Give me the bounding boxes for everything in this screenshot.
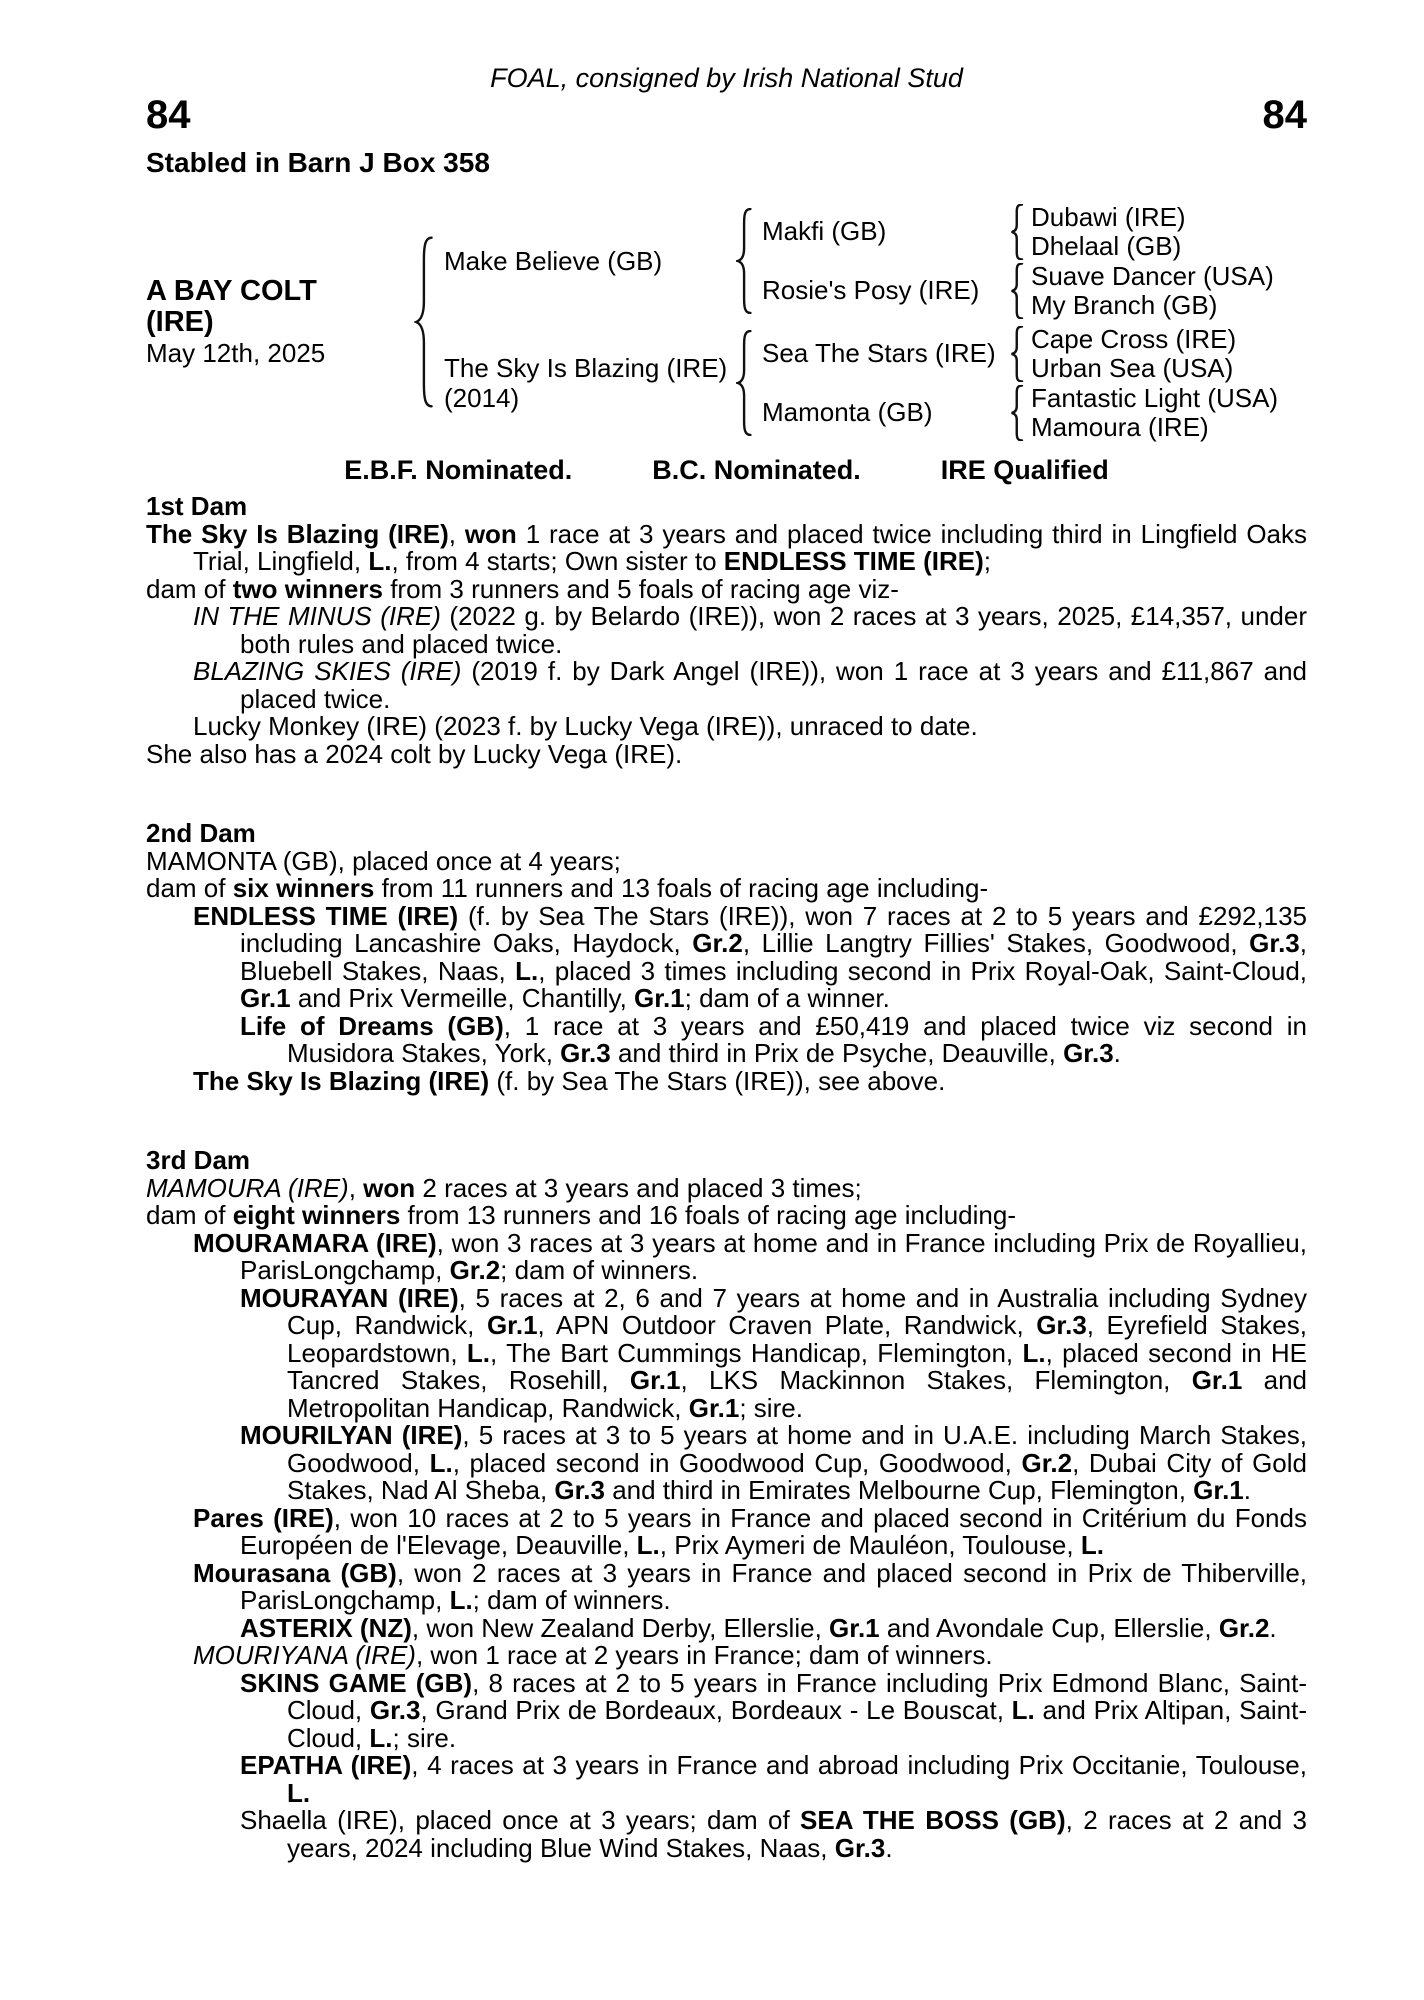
pedigree-paragraph [146, 1752, 1307, 1807]
text-run: IN THE MINUS (IRE) [193, 601, 441, 631]
text-run: , won 3 races at 3 years at home and in France including Prix de Royallieu, ParisLongchamp, [240, 1227, 1307, 1285]
text-run: , Eyrefield Stakes, Leopardstown, [287, 1310, 1307, 1368]
text-run: MOURAMARA (IRE) [193, 1227, 437, 1258]
text-run: . [885, 1832, 893, 1863]
pedigree-paragraph [146, 900, 1308, 1013]
text-run: and Avondale Cup, Ellerslie, [879, 1612, 1219, 1643]
text-run: Gr.1 [240, 983, 291, 1013]
text-run: SKINS GAME (GB) [240, 1667, 473, 1698]
text-run: two winners [232, 573, 383, 604]
foal-date: May 12th, 2025 [146, 338, 326, 368]
pedigree-paragraph [146, 1202, 1307, 1230]
text-run: eight winners [232, 1200, 401, 1230]
ancestor-name: My Branch (GB) [1031, 289, 1218, 320]
text-run: , won 2 races at 3 years in France and placed second in Prix de Thiberville, ParisLongchamp, [240, 1557, 1307, 1615]
dam-sections [146, 493, 1307, 1862]
stabled-location: Stabled in Barn J Box 358 [146, 147, 490, 178]
text-run: 2 races at 3 years and placed 3 times; [415, 1172, 862, 1203]
text-run: , The Bart Cummings Handicap, Flemington, [490, 1337, 1023, 1368]
text-run: L. [1080, 1530, 1104, 1560]
grandsire-branch [754, 324, 1278, 383]
text-run: L. [515, 955, 539, 986]
text-run: , 8 races at 2 to 5 years in France including Prix Edmond Blanc, Saint-Cloud, [287, 1667, 1307, 1725]
lot-number-row [146, 94, 1307, 136]
text-run: L. [636, 1530, 660, 1560]
granddam-branch [754, 261, 1274, 320]
pedigree-paragraph [146, 1612, 1307, 1643]
text-run: EPATHA (IRE) [240, 1750, 412, 1780]
pedigree-paragraph [146, 1557, 1307, 1615]
text-run: Gr.1 [634, 983, 685, 1013]
text-run: . [1113, 1038, 1121, 1068]
dam-name-line: The Sky Is Blazing (IRE) [444, 353, 728, 383]
ire-qualified: IRE Qualified [940, 455, 1109, 485]
text-run: Gr.3 [834, 1832, 886, 1863]
text-run: ; dam of winners. [500, 1255, 699, 1285]
text-run: , won 10 races at 2 to 5 years in France and placed second in Critérium du Fonds Européen de l'Elevage, Deauville, [240, 1502, 1307, 1560]
text-run: from 3 runners and 5 foals of racing age viz- [382, 573, 899, 604]
text-run: . [1269, 1612, 1277, 1643]
text-run: The Sky Is Blazing (IRE) [146, 518, 449, 549]
brace-icon [1010, 263, 1025, 319]
text-run: Gr.3 [1036, 1310, 1087, 1340]
text-run: , placed second in Goodwood Cup, Goodwood, [452, 1447, 1022, 1478]
text-run: Gr.1 [688, 1392, 740, 1423]
text-run: and Metropolitan Handicap, Randwick, [287, 1365, 1307, 1423]
text-run: ASTERIX (NZ) [240, 1612, 412, 1643]
text-run: , Bluebell Stakes, Naas, [240, 928, 1307, 986]
text-run: , 1 race at 3 years and £50,419 and placed twice viz second in Musidora Stakes, York, [287, 1010, 1307, 1068]
pedigree-paragraph [146, 875, 1307, 903]
text-run: She also has a 2024 colt by Lucky Vega (IRE). [146, 738, 683, 769]
text-run: dam of [146, 1200, 233, 1230]
text-run: The Sky Is Blazing (IRE) [193, 1065, 490, 1096]
text-run: 1 race at 3 years and placed twice including third in Lingfield Oaks Trial, Lingfield, [193, 518, 1308, 576]
text-run: , placed second in HE Tancred Stakes, Rosehill, [287, 1337, 1307, 1395]
text-run: from 13 runners and 16 foals of racing age including- [400, 1200, 1016, 1230]
text-run: ; dam of winners. [472, 1585, 671, 1615]
text-run: (2019 f. by Dark Angel (IRE)), won 1 race at 3 years and £11,867 and placed twice. [240, 656, 1307, 714]
ebf-nomination: E.B.F. Nominated. [344, 455, 573, 485]
ancestor-name: Dubawi (IRE) [1031, 201, 1186, 232]
text-run: L. [429, 1447, 453, 1478]
text-run: won [464, 518, 517, 549]
brace-icon [1010, 385, 1025, 441]
section-heading: 3rd Dam [146, 1145, 251, 1175]
granddam-name: Rosie's Posy (IRE) [762, 275, 980, 305]
text-run: ENDLESS TIME (IRE) [193, 900, 459, 931]
text-run: Gr.1 [1191, 1365, 1243, 1395]
text-run: Pares (IRE) [193, 1502, 334, 1533]
pedigree-subject [146, 276, 414, 368]
text-run: Gr.2 [449, 1255, 501, 1285]
text-run: L. [287, 1777, 311, 1808]
text-run: Gr.3 [554, 1475, 605, 1505]
text-run: Mourasana (GB) [193, 1557, 397, 1588]
sire-name: Make Believe (GB) [444, 246, 663, 276]
ancestor-name: Mamoura (IRE) [1031, 411, 1209, 442]
grandsire-name: Makfi (GB) [762, 216, 887, 246]
text-run: Gr.1 [1193, 1475, 1244, 1505]
text-run: , 5 races at 2, 6 and 7 years at home and in Australia including Sydney Cup, Randwick, [287, 1282, 1307, 1340]
text-run: L. [449, 1585, 473, 1615]
dam-year: (2014) [444, 383, 520, 413]
pedigree-paragraph [146, 1010, 1307, 1068]
text-run: won [363, 1172, 416, 1203]
text-run: . [1243, 1475, 1251, 1505]
text-run: Gr.1 [829, 1612, 880, 1643]
pedigree-paragraph [146, 1227, 1307, 1285]
pedigree-generation-1 [436, 202, 1278, 442]
sire-branch [436, 202, 1278, 320]
text-run: , Dubai City of Gold Stakes, Nad Al Sheba, [287, 1447, 1307, 1505]
subject-name-line2: (IRE) [146, 306, 214, 338]
text-run: Gr.2 [692, 928, 743, 958]
pedigree-table [146, 202, 1307, 442]
page-title: FOAL, consigned by Irish National Stud [490, 63, 963, 93]
granddam-name: Mamonta (GB) [762, 397, 933, 427]
text-run: , 5 races at 3 to 5 years at home and in U.A.E. including March Stakes, Goodwood, [287, 1420, 1307, 1478]
text-run: L. [1011, 1695, 1035, 1725]
text-run: and Prix Vermeille, Chantilly, [290, 983, 635, 1013]
text-run: MOURAYAN (IRE) [240, 1282, 459, 1313]
brace-icon [1010, 326, 1025, 382]
text-run: and Prix Altipan, Saint-Cloud, [287, 1695, 1307, 1753]
text-run: L. [368, 546, 392, 576]
text-run: ; sire. [392, 1722, 457, 1753]
pedigree-paragraph [146, 1642, 1307, 1670]
pedigree-paragraph [146, 1667, 1307, 1753]
pedigree-paragraph [146, 1422, 1307, 1505]
ancestor-name: Suave Dancer (USA) [1031, 260, 1274, 291]
text-run: MAMONTA (GB), placed once at 4 years; [146, 845, 621, 876]
pedigree-paragraph [146, 1502, 1307, 1560]
text-run: Gr.3 [1063, 1038, 1114, 1068]
nominations-row [146, 456, 1307, 485]
text-run: Gr.2 [1021, 1447, 1073, 1478]
text-run: ; [983, 546, 992, 576]
ancestor-name: Fantastic Light (USA) [1031, 382, 1279, 413]
pedigree-paragraph [146, 658, 1307, 713]
text-run: (f. by Sea The Stars (IRE)), see above. [489, 1065, 946, 1096]
pedigree-paragraph [146, 713, 1307, 741]
text-run: ENDLESS TIME (IRE) [723, 546, 984, 576]
brace-icon [736, 208, 754, 314]
text-run: MOURIYANA (IRE) [193, 1640, 416, 1670]
text-run: BLAZING SKIES (IRE) [193, 656, 462, 686]
pedigree-paragraph [146, 1282, 1307, 1423]
text-run: (f. by Sea The Stars (IRE)), won 7 races at 2 to 5 years and £292,135 including Lancashire Oaks, Haydock, [240, 900, 1308, 958]
text-run: , 4 races at 3 years in France and abroad including Prix Occitanie, Toulouse, [411, 1750, 1307, 1780]
text-run: Gr.1 [629, 1365, 681, 1395]
text-run: , won 1 race at 2 years in France; dam of winners. [415, 1640, 993, 1670]
lot-number-left: 84 [146, 93, 191, 137]
text-run: Lucky Monkey (IRE) (2023 f. by Lucky Vega (IRE)), unraced to date. [193, 711, 978, 741]
text-run: , from 4 starts; Own sister to [391, 546, 724, 576]
section-heading: 1st Dam [146, 491, 248, 521]
text-run: dam of [146, 573, 233, 604]
text-run: ; sire. [739, 1392, 803, 1423]
text-run: Gr.1 [486, 1310, 538, 1340]
pedigree-paragraph [146, 518, 1308, 576]
text-run: , [348, 1172, 364, 1203]
text-run: Gr.3 [560, 1038, 611, 1068]
text-run: , 2 races at 2 and 3 years, 2024 including Blue Wind Stakes, Naas, [287, 1805, 1307, 1863]
pedigree-paragraph [146, 603, 1307, 658]
text-run: L. [1022, 1337, 1046, 1368]
grandsire-branch [754, 202, 1274, 261]
pedigree-paragraph [146, 573, 1307, 604]
text-run: , placed 3 times including second in Prix Royal-Oak, Saint-Cloud, [538, 955, 1307, 986]
text-run: and third in Prix de Psyche, Deauville, [610, 1038, 1064, 1068]
text-run: , Lillie Langtry Fillies' Stakes, Goodwood, [742, 928, 1250, 958]
text-run: and third in Emirates Melbourne Cup, Flemington, [604, 1475, 1194, 1505]
text-run: , [448, 518, 465, 549]
text-run: L. [369, 1722, 393, 1753]
text-run: Life of Dreams (GB) [240, 1010, 504, 1041]
text-run: L. [466, 1337, 491, 1368]
dam-branch [436, 324, 1278, 442]
pedigree-paragraph [146, 1807, 1307, 1862]
text-run: , won New Zealand Derby, Ellerslie, [411, 1612, 830, 1643]
text-run: Gr.3 [369, 1695, 421, 1725]
brace-icon [414, 236, 436, 408]
text-run: ; dam of a winner. [684, 983, 890, 1013]
ancestor-name: Dhelaal (GB) [1031, 230, 1182, 261]
brace-icon [736, 330, 754, 436]
text-run: , LKS Mackinnon Stakes, Flemington, [680, 1365, 1192, 1395]
ancestor-name: Cape Cross (IRE) [1031, 323, 1237, 354]
text-run: , Prix Aymeri de Mauléon, Toulouse, [659, 1530, 1081, 1560]
text-run: SEA THE BOSS (GB) [800, 1805, 1066, 1835]
text-run: MAMOURA (IRE) [146, 1172, 349, 1203]
pedigree-paragraph [146, 1172, 1307, 1203]
bc-nomination: B.C. Nominated. [652, 455, 861, 485]
subject-name-line1: A BAY COLT [146, 275, 317, 307]
pedigree-paragraph [146, 1065, 1307, 1096]
text-run: Gr.3 [1249, 928, 1300, 958]
section-heading: 2nd Dam [146, 818, 256, 848]
text-run: dam of [146, 873, 233, 903]
text-run: from 11 runners and 13 foals of racing age including- [374, 873, 989, 903]
lot-number-right: 84 [1262, 93, 1307, 137]
dam-name [436, 353, 736, 413]
text-run: six winners [232, 873, 375, 903]
text-run: (2022 g. by Belardo (IRE)), won 2 races at 3 years, 2025, £14,357, under both rules and placed twice. [240, 601, 1307, 659]
text-run: , APN Outdoor Craven Plate, Randwick, [537, 1310, 1037, 1340]
pedigree-paragraph [146, 845, 1307, 876]
text-run: Gr.2 [1218, 1612, 1270, 1643]
granddam-branch [754, 383, 1278, 442]
ancestor-name: Urban Sea (USA) [1031, 352, 1234, 383]
text-run: , Grand Prix de Bordeaux, Bordeaux - Le Bouscat, [420, 1695, 1012, 1725]
text-run: Shaella (IRE), placed once at 3 years; dam of [240, 1805, 801, 1835]
grandsire-name: Sea The Stars (IRE) [762, 338, 996, 368]
brace-icon [1010, 204, 1025, 260]
pedigree-paragraph [146, 738, 1307, 769]
text-run: MOURILYAN (IRE) [240, 1420, 463, 1450]
